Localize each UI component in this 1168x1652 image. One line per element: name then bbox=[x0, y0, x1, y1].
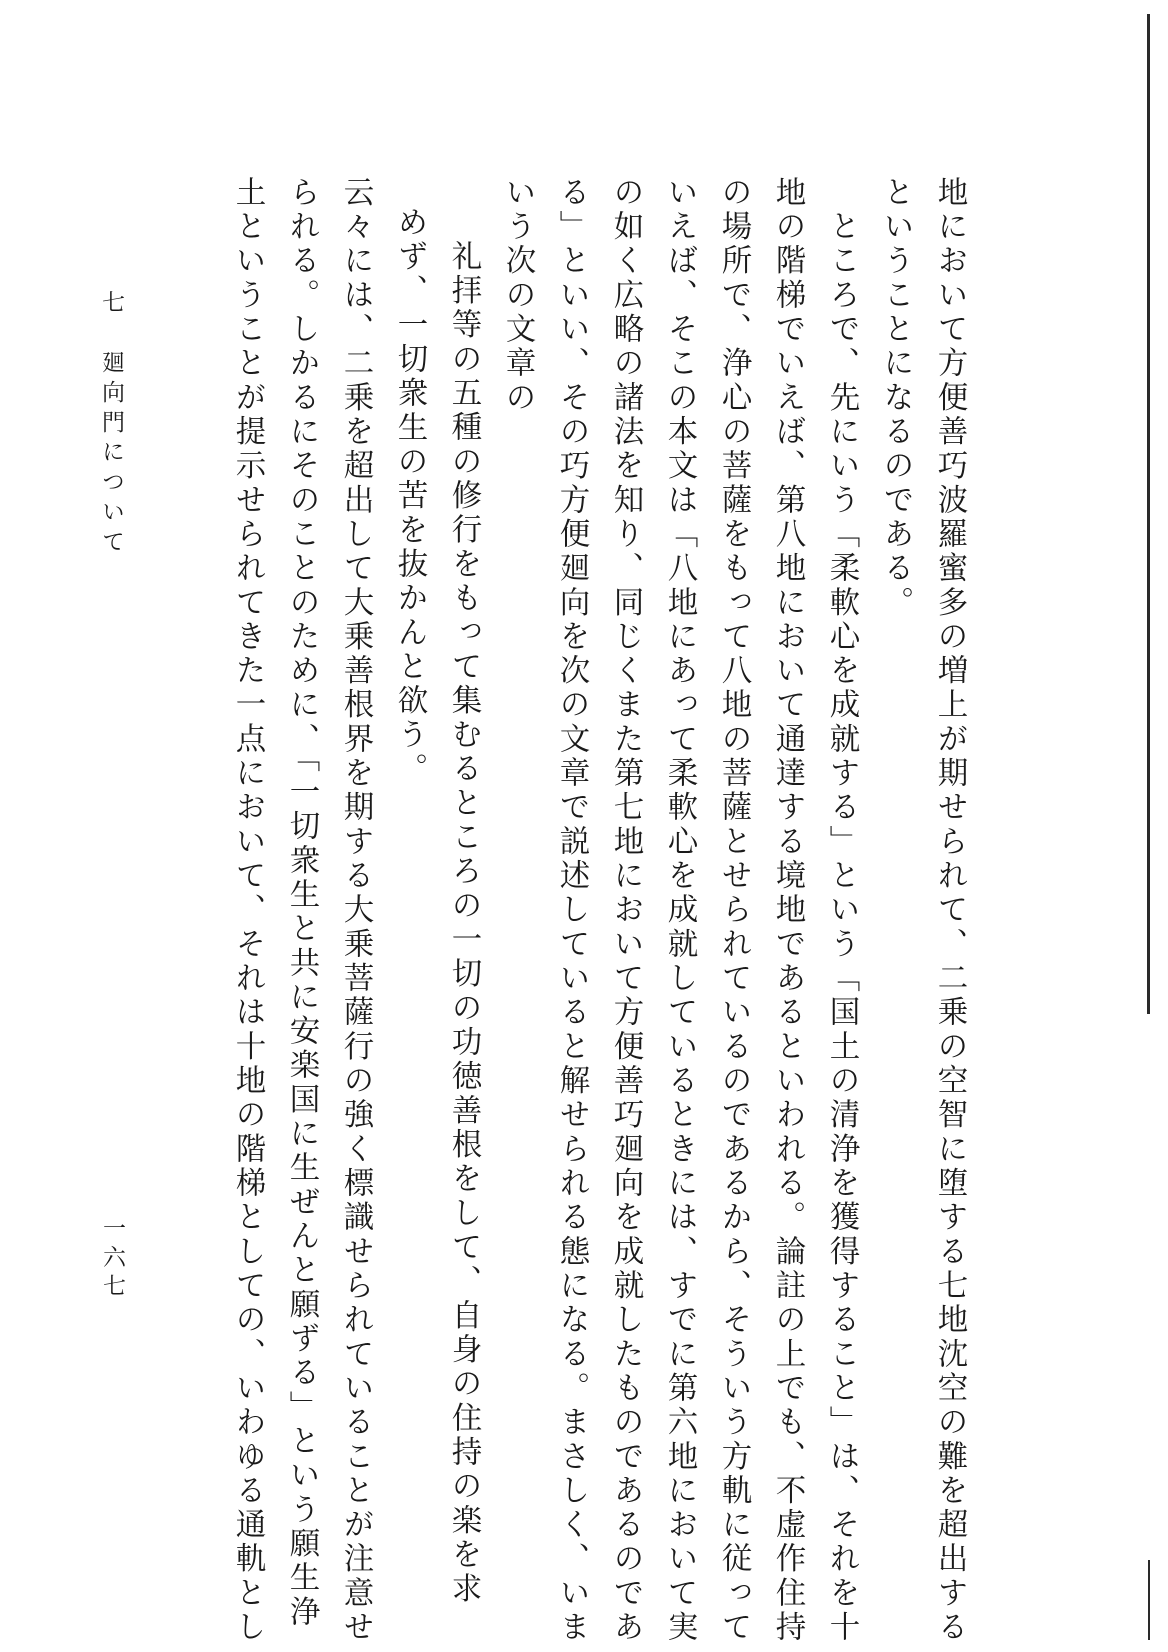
binding-rule bbox=[1147, 14, 1150, 1014]
text-line-13: られる。しかるにそのことのために、「一切衆生と共に安楽国に生ぜんと願ずる」という願生浄 bbox=[284, 176, 319, 1630]
quote-line-1: 礼拝等の五種の修行をもって集むるところの一切の功徳善根をして、自身の住持の楽を求 bbox=[446, 240, 481, 1607]
quote-line-2: めず、一切衆生の苦を抜かんと欲う。 bbox=[392, 206, 427, 787]
text-line-14: 土ということが提示せられてきた一点において、それは十地の階梯としての、いわゆる通軌とし bbox=[230, 176, 265, 1645]
text-line-5: の場所で、浄心の菩薩をもって八地の菩薩とせられているのであるから、そういう方軌に従って bbox=[716, 176, 751, 1645]
text-line-9: いう次の文章の bbox=[500, 176, 535, 416]
running-footer-section-title: 七 廻向門について bbox=[98, 290, 124, 560]
text-line-12: 云々には、二乗を超出して大乗善根界を期する大乗菩薩行の強く標識せられていることが注意せ bbox=[338, 176, 373, 1645]
page-number: 一六七 bbox=[99, 1216, 125, 1303]
vertical-body-text bbox=[140, 176, 976, 1645]
text-line-2: ということになるのである。 bbox=[878, 176, 913, 621]
text-line-6: いえば、そこの本文は「八地にあって柔軟心を成就しているときには、すでに第六地において実 bbox=[662, 176, 697, 1645]
text-line-4: 地の階梯でいえば、第八地において通達する境地であるといわれる。論註の上でも、不虚作住持 bbox=[770, 176, 805, 1645]
text-line-1: 地において方便善巧波羅蜜多の増上が期せられて、二乗の空智に堕する七地沈空の難を超出する bbox=[932, 176, 967, 1645]
text-line-3: ところで、先にいう「柔軟心を成就する」という「国土の清浄を獲得すること」は、それを十 bbox=[824, 176, 859, 1645]
text-line-8: る」といい、その巧方便廻向を次の文章で説述していると解せられる態になる。まさしく、いま bbox=[554, 176, 589, 1645]
binding-rule-lower bbox=[1148, 1560, 1150, 1640]
text-line-7: の如く広略の諸法を知り、同じくまた第七地において方便善巧廻向を成就したものであるのであ bbox=[608, 176, 643, 1645]
